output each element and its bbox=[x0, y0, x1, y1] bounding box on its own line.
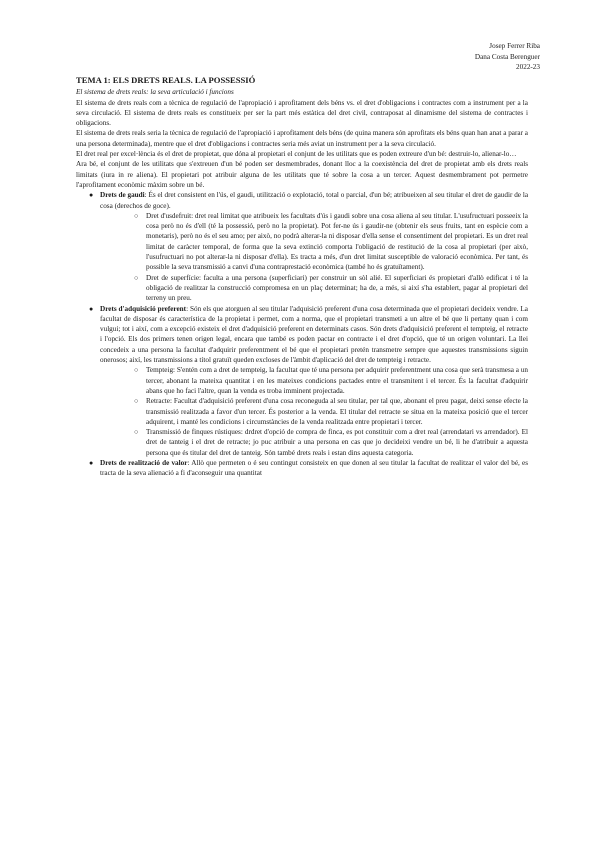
bullet-icon: ● bbox=[89, 191, 94, 200]
list-item-term: Drets d'adquisició preferent bbox=[100, 304, 187, 313]
circle-bullet-icon: ○ bbox=[134, 366, 139, 375]
sub-list-item bbox=[100, 396, 528, 427]
sub-list bbox=[100, 211, 528, 304]
list-item-text: : Són els que atorguen al seu titular l'adquisició preferent d'una cosa determinada que el propietari decideix vendre. La facultat de disposar és característica de la propietat i permet, com a norma, que el propietari transmeti a un altre el bé que li pertany quan i com vulgui; tot i així, com a excepció existeix el dret d'adquisició preferent en determinats casos. Són drets d'adquisició preferent el tempteig, el retracte i l'opció. Els dos primers tenen origen legal, encara que també es poden pactar en contracte i el dret d'opció, que té un origen voluntari. La llei concedeix a una persona la facultat d'adquirir preferentment el bé que el propietari pretén transmetre sempre que aquestes transmissions siguin onerosos; així, les transmissions a títol gratuït queden excloses de l'àmbit d'aplicació del dret de tempteig i retracte. bbox=[100, 304, 528, 365]
paragraph: Ara bé, el conjunt de les utilitats que s'extreuen d'un bé poden ser desmembrades, donant lloc a la coexistència del dret de propietat amb els drets reals limitats (iura in re aliena). El propietari pot atribuir alguna de les utilitats que té sobre la cosa a un tercer. Aquest desmembrament pot permetre l'aprofitament econòmic màxim sobre un bé. bbox=[76, 160, 528, 189]
list-item-drets-de-gaudi bbox=[76, 190, 528, 303]
sub-list-item bbox=[100, 427, 528, 458]
list-item-text: : Allò que permeten o é seu contingut consisteix en que donen al seu titular la facultat de realitzar el valor del bé, es tracta de la seva alienació a fi d'aconseguir una quantitat bbox=[100, 458, 528, 478]
paragraph: El dret real per excel·lència és el dret de propietat, que dóna al propietari el conjunt de les utilitats que es poden extreure d'un bé: destruir-lo, alienar-lo… bbox=[76, 150, 517, 159]
circle-bullet-icon: ○ bbox=[134, 273, 139, 282]
paragraph: El sistema de drets reals com a tècnica de regulació de l'apropiació i aprofitament dels béns vs. el dret d'obligacions i contractes com a instrument per a la seva circulació. El sistema de drets reals es constitueix per ser la part més estàtica del dret civil, contraposat al dinamisme del sistema de contractes i obligacions. bbox=[76, 98, 528, 128]
list-item-text: : És el dret consistent en l'ús, el gaudi, utilització o explotació, total o parcial, d'un bé; atribueixen al seu titular el dret de gaudir de la cosa (derechos de goce). bbox=[100, 191, 529, 210]
bullet-icon: ● bbox=[89, 458, 94, 467]
circle-bullet-icon: ○ bbox=[134, 211, 139, 220]
sub-list-text: Transmissió de finques rústiques: drdret d'opció de compra de finca, es pot constituir com a dret real (arrendatari vs arrendador). El dret de tanteig i el dret de retracte; jo puc atribuir a una persona en cas que jo decideixi vendre un bé, li he d'atribuir a aquesta persona que és titular del dret de tanteig. Són també drets reals i estan dins aquesta categoria. bbox=[146, 428, 528, 457]
sub-list-text: Dret d'usdefruit: dret real limitat que atribueix les facultats d'ús i gaudi sobre una cosa aliena al seu titular. L'usufructuari posseeix la cosa però no és d'ell (té la possessió, però no la propietat). Pot fer-ne ús i gaudir-ne (obtenir els seus fruits, tant en espècie com a monetaris), però no és el seu amo; per això, no podrà alterar-la ni disposar d'ella sense el consentiment del propietari. Es un dret real limitat de caràcter temporal, de forma que la seva extinció comporta l'obligació de restitució de la cosa al propietari (per això, l'usufructuari no pot alterar-la ni disposar d'ella). Es tracta a més, d'un dret limitat susceptible de valoració econòmica. Per tant, és possible la seva transmissió a canvi d'una contraprestació econòmica (també ho és gratuïtament). bbox=[146, 211, 528, 272]
paragraph: El sistema de drets reals seria la tècnica de regulació de l'apropiació i aprofitament dels béns (de quina manera són aprofitats els béns quan han anat a parar a una persona determinada), mentre que el dret d'obligacions i contractes seria més aviat un instrument per a la seva circulació. bbox=[76, 129, 528, 148]
author-header bbox=[475, 41, 540, 73]
document-body bbox=[76, 75, 528, 479]
circle-bullet-icon: ○ bbox=[134, 428, 139, 437]
circle-bullet-icon: ○ bbox=[134, 397, 139, 406]
author-name-2: Dana Costa Berenguer bbox=[474, 52, 540, 61]
sub-list-text: Tempteig: S'entén com a dret de tempteig, la facultat que té una persona per adquirir preferentment una cosa que serà transmesa a un tercer, abonant la mateixa quantitat i en les mateixes condicions pactades entre el transmitent i el tercer. És la facultat d'adquirir abans que ho faci l'altre, quan la venda es troba imminent projectada. bbox=[146, 366, 528, 395]
sub-list bbox=[100, 365, 528, 458]
list-item-term: Drets de realització de valor bbox=[100, 458, 188, 467]
author-name-1: Josep Ferrer Riba bbox=[489, 42, 540, 50]
sub-list-text: Retracte: Facultat d'adquisició preferent d'una cosa reconeguda al seu titular, per tal que, abonant el preu pagat, deixi sense efecte la transmissió realitzada a favor d'un tercer. És posterior a la venda. El titular del retracte se situa en la mateixa posició que el tercer adquirent, i manté les condicions i circumstàncies de la venda realitzada entre propietari i tercer. bbox=[146, 397, 528, 426]
list-item-drets-adquisicio-preferent bbox=[76, 304, 528, 458]
list-item-drets-realitzacio-valor bbox=[76, 458, 528, 479]
section-subtitle: El sistema de drets reals: la seva articulació i funcions bbox=[76, 88, 234, 97]
rights-list bbox=[76, 190, 528, 478]
sub-list-text: Dret de superfície: faculta a una persona (superficiari) per construir un sòl alié. El superficiari és propietari d'allò edificat i té la obligació de realitzar la construcció compromesa en un plaç determinat; ha de, a més, si així s'ha establert, pagar al propietari del terreny un preu. bbox=[146, 273, 528, 303]
sub-list-item bbox=[100, 365, 528, 396]
sub-list-item bbox=[100, 211, 528, 273]
academic-year: 2022-23 bbox=[516, 63, 540, 71]
list-item-term: Drets de gaudi bbox=[100, 191, 145, 200]
topic-title: TEMA 1: ELS DRETS REALS. LA POSSESSIÓ bbox=[76, 75, 256, 85]
bullet-icon: ● bbox=[89, 304, 94, 313]
sub-list-item bbox=[100, 273, 528, 304]
